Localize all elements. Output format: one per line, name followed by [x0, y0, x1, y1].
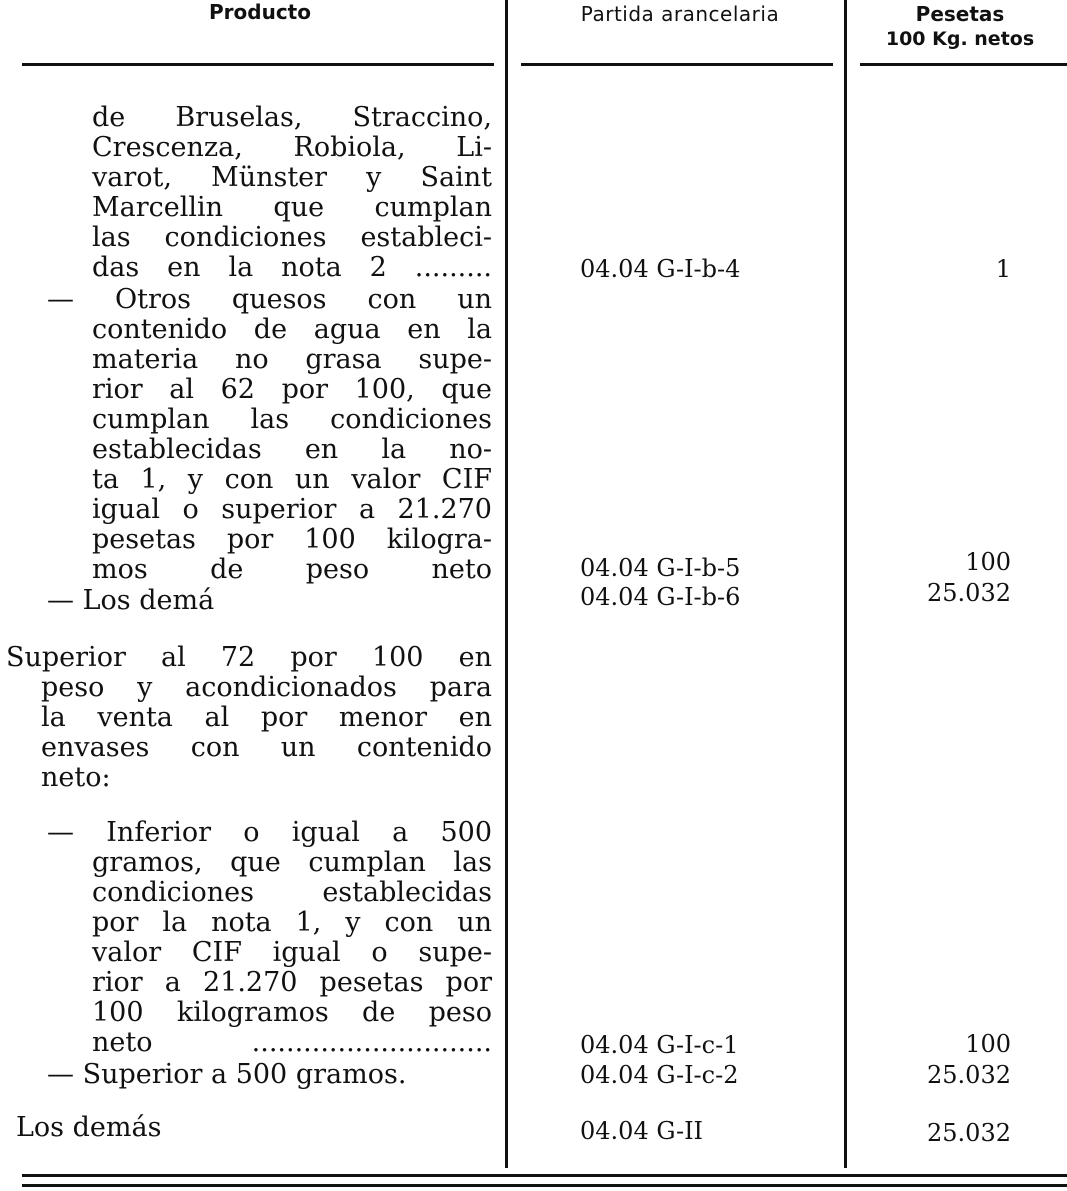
column-header-partida: Partida arancelaria: [580, 2, 780, 26]
text-line: envases con un contenido: [41, 732, 492, 763]
pesetas-value: 1: [995, 255, 1011, 283]
text-line: de Bruselas, Straccino,: [92, 102, 492, 133]
pesetas-value: 100: [965, 548, 1011, 576]
tariff-code: 04.04 G-I-b-4: [580, 255, 741, 283]
product-cell: [47, 285, 492, 585]
tariff-code: 04.04 G-I-b-6: [580, 583, 741, 611]
header-rule-pesetas: [860, 63, 1067, 66]
text-line: peso y acondicionados para: [41, 672, 492, 703]
tariff-code: 04.04 G-I-c-1: [580, 1031, 739, 1059]
text-line: 100 kilogramos de peso: [92, 997, 492, 1028]
text-line: neto:: [41, 762, 111, 793]
text-line: establecidas en la no-: [92, 434, 492, 465]
pesetas-value: 25.032: [927, 579, 1011, 607]
pesetas-value: 100: [965, 1030, 1011, 1058]
footer-rule-bottom: [22, 1184, 1067, 1187]
pesetas-value: 25.032: [927, 1061, 1011, 1089]
tariff-code: 04.04 G-II: [580, 1117, 704, 1145]
text-line: neto ............................: [92, 1027, 492, 1058]
text-line: Marcellin que cumplan: [92, 192, 492, 223]
column-divider-1: [505, 0, 508, 1168]
text-line: Crescenza, Robiola, Li-: [92, 132, 492, 163]
product-cell: [6, 643, 492, 793]
column-divider-2: [844, 0, 847, 1168]
pesetas-value: 25.032: [927, 1119, 1011, 1147]
text-line: condiciones establecidas: [92, 877, 492, 908]
text-line: igual o superior a 21.270: [92, 494, 492, 525]
text-line: rior al 62 por 100, que: [92, 374, 492, 405]
header-rule-producto: [22, 63, 494, 66]
text-line: — Inferior o igual a 500: [47, 817, 492, 848]
text-line: cumplan las condiciones: [92, 404, 492, 435]
text-line: por la nota 1, y con un: [92, 907, 492, 938]
text-line: valor CIF igual o supe-: [92, 937, 492, 968]
product-cell: [47, 818, 492, 1058]
column-header-pesetas: Pesetas: [915, 2, 1005, 26]
product-cell: — Superior a 500 gramos.: [47, 1059, 407, 1090]
footer-rule-top: [22, 1174, 1067, 1177]
product-cell: — Los demá: [47, 585, 215, 616]
text-line: gramos, que cumplan las: [92, 847, 492, 878]
text-line: rior a 21.270 pesetas por: [92, 967, 492, 998]
text-line: materia no grasa supe-: [92, 344, 492, 375]
header-rule-partida: [521, 63, 833, 66]
text-line: varot, Münster y Saint: [92, 162, 492, 193]
column-header-producto: Producto: [209, 0, 311, 24]
text-line: — Otros quesos con un: [47, 284, 492, 315]
product-cell: [92, 103, 492, 283]
text-line: las condiciones estableci-: [92, 222, 492, 253]
column-header-pesetas-unit: 100 Kg. netos: [885, 28, 1035, 50]
text-line: contenido de agua en la: [92, 314, 492, 345]
product-cell: Los demás: [16, 1112, 162, 1143]
tariff-code: 04.04 G-I-c-2: [580, 1061, 739, 1089]
text-line: ta 1, y con un valor CIF: [92, 464, 492, 495]
text-line: mos de peso neto: [92, 554, 492, 585]
text-line: Superior al 72 por 100 en: [6, 642, 492, 673]
text-line: das en la nota 2 .........: [92, 252, 492, 283]
text-line: pesetas por 100 kilogra-: [92, 524, 492, 555]
text-line: la venta al por menor en: [41, 702, 492, 733]
tariff-code: 04.04 G-I-b-5: [580, 554, 741, 582]
